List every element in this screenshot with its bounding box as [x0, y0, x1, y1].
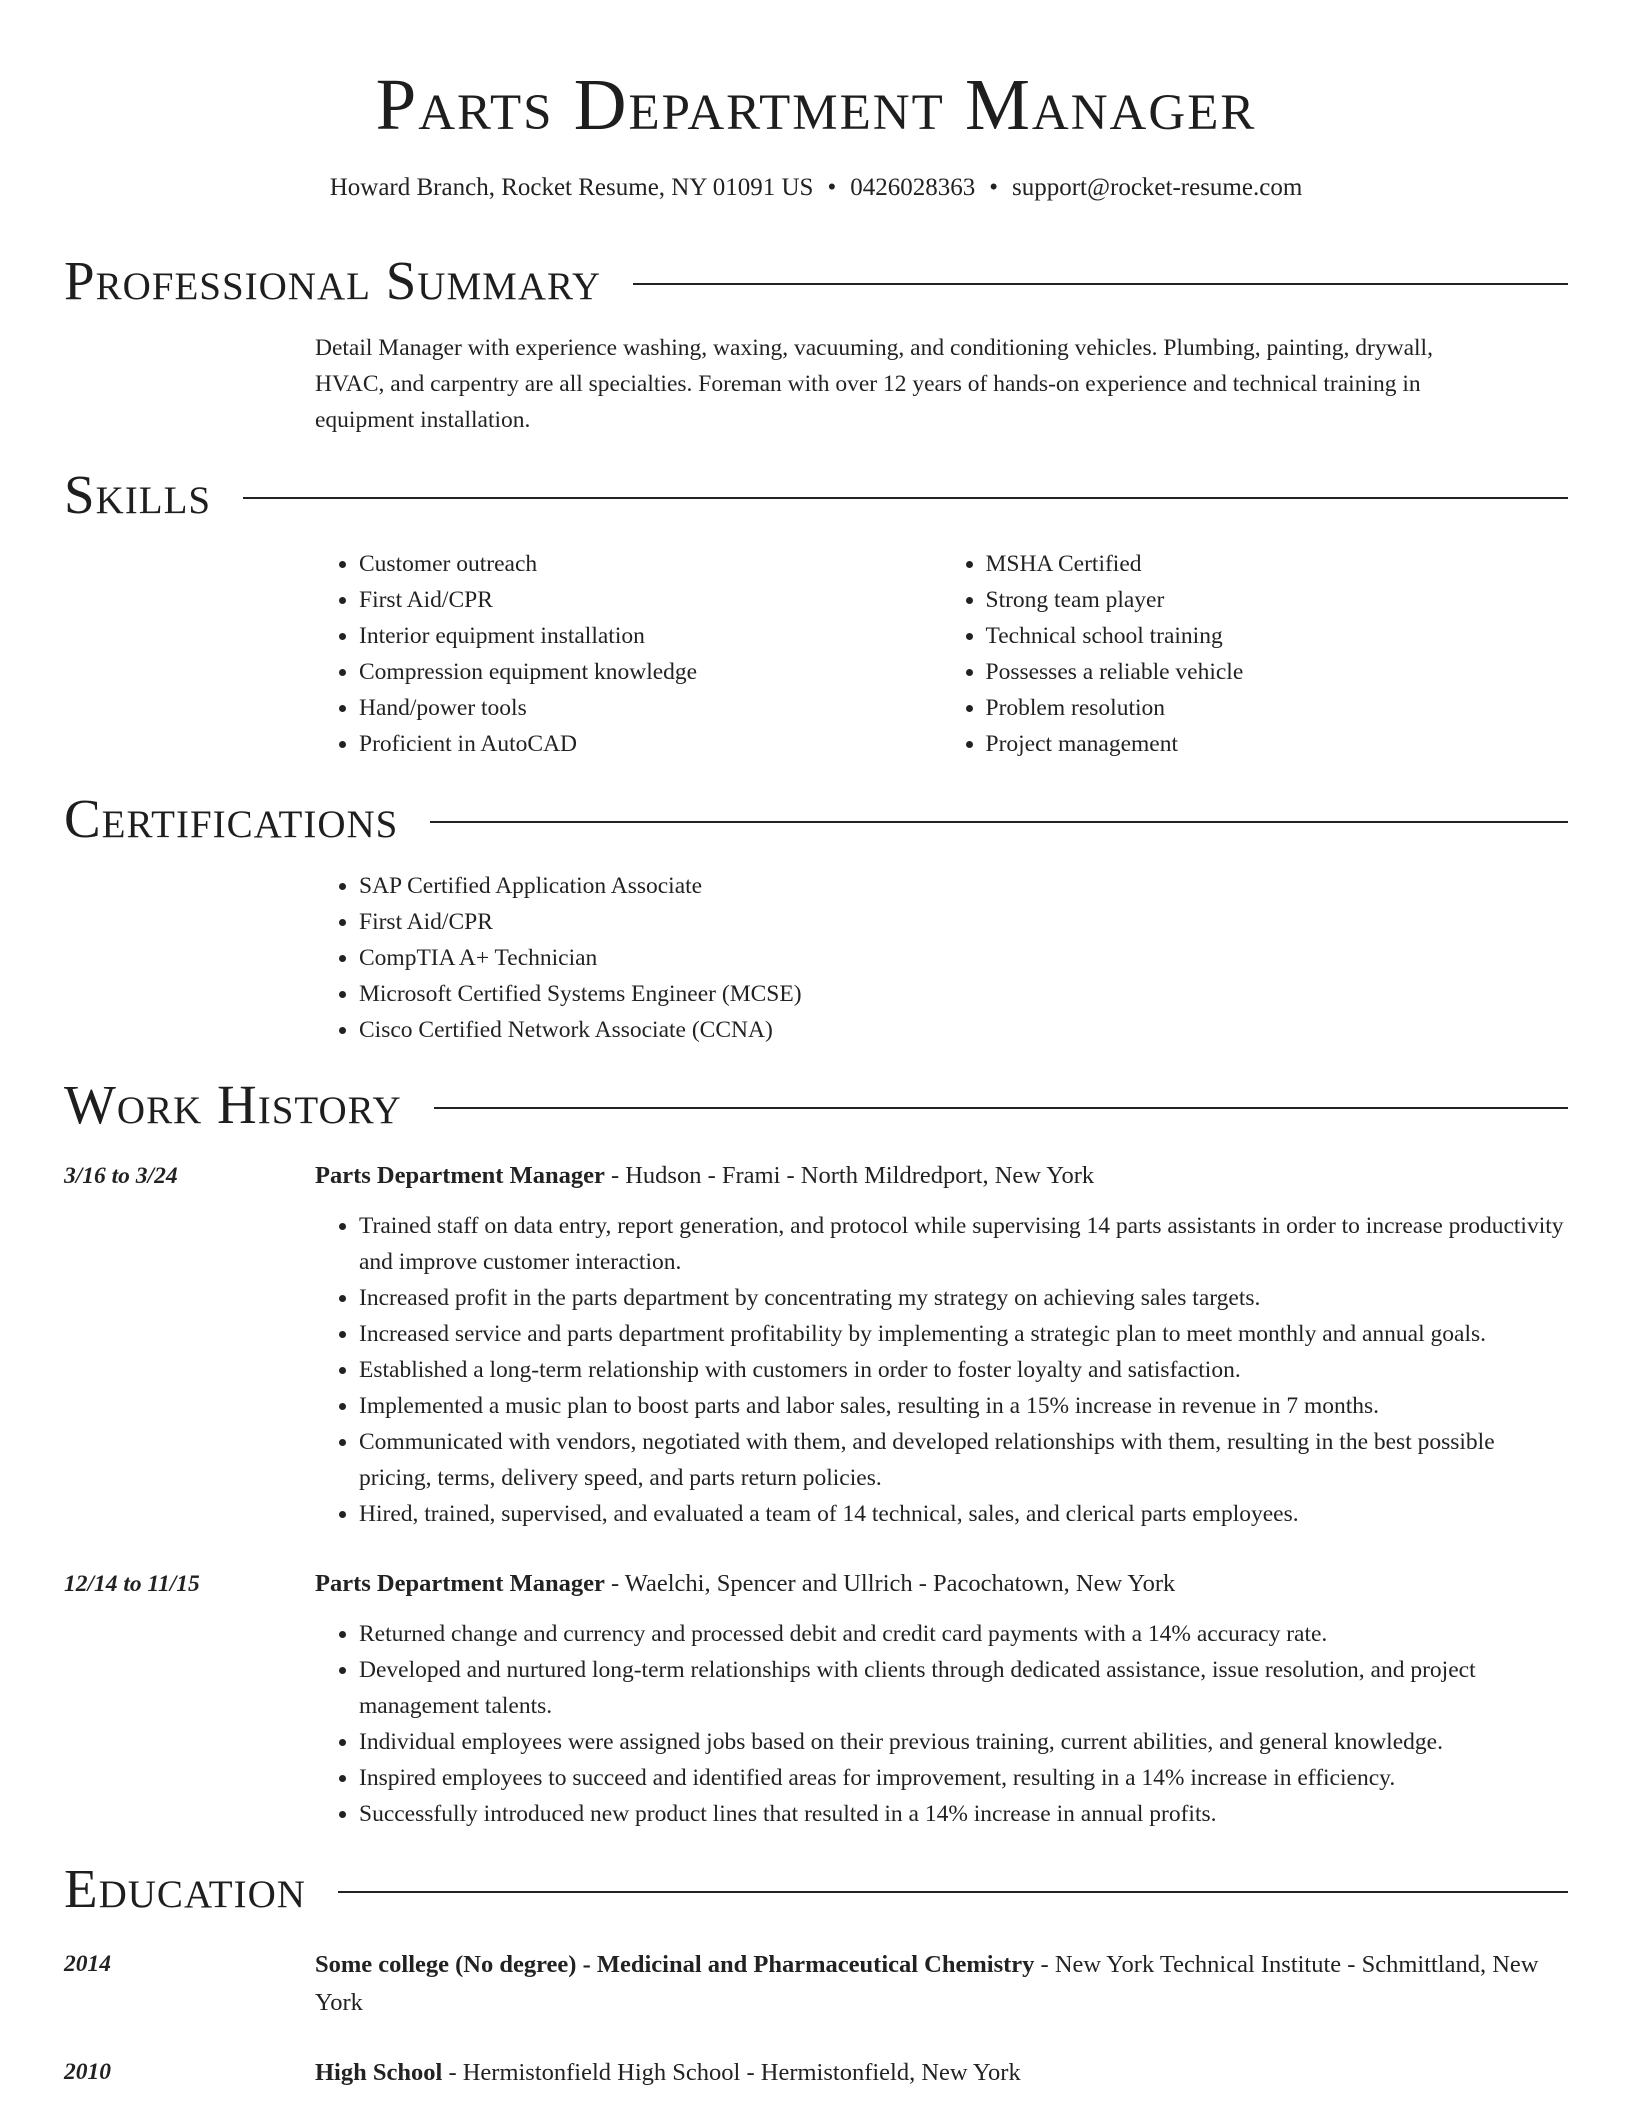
section-divider [338, 1891, 1568, 1893]
job-bullets [315, 1616, 1568, 1832]
skills-column-left [315, 546, 942, 762]
skill-item: • MSHA Certified [986, 546, 1569, 582]
job-bullet: • Developed and nurtured long-term relationships with clients through dedicated assistance, issue resolution, and project management talents. [359, 1652, 1568, 1724]
skill-item: • First Aid/CPR [359, 582, 942, 618]
certification-item: • CompTIA A+ Technician [359, 940, 1568, 976]
section-header-skills [64, 462, 1568, 528]
job-bullet: • Increased service and parts department profitability by implementing a strategic plan to meet monthly and annual goals. [359, 1316, 1568, 1352]
job-bullet: • Individual employees were assigned jobs based on their previous training, current abilities, and general knowledge. [359, 1724, 1568, 1760]
job-heading [315, 1566, 1568, 1602]
skill-item: • Problem resolution [986, 690, 1569, 726]
education-entry [64, 1946, 1568, 2022]
skills-column-right [942, 546, 1569, 762]
skill-item: • Compression equipment knowledge [359, 654, 942, 690]
contact-line [64, 172, 1568, 204]
job-dates: 3/16 to 3/24 [64, 1163, 178, 1189]
contact-address: Howard Branch, Rocket Resume, NY 01091 US [329, 174, 814, 201]
job-bullets [315, 1208, 1568, 1532]
education-details: - New York Technical Institute - Schmittland, New York [315, 1951, 1539, 2016]
job-dates: 12/14 to 11/15 [64, 1571, 200, 1597]
contact-phone: 0426028363 [850, 174, 976, 201]
section-heading: Work History [64, 1074, 402, 1135]
education-entry [64, 2054, 1568, 2092]
job-bullet: • Inspired employees to succeed and identified areas for improvement, resulting in a 14% increase in efficiency. [359, 1760, 1568, 1796]
skills-list [315, 546, 1568, 762]
job-details: - Hudson - Frami - North Mildredport, New York [604, 1162, 1095, 1189]
education-degree: High School [315, 2059, 443, 2086]
job-bullet: • Increased profit in the parts department by concentrating my strategy on achieving sales targets. [359, 1280, 1568, 1316]
skill-item: • Interior equipment installation [359, 618, 942, 654]
job-bullet: • Established a long-term relationship with customers in order to foster loyalty and satisfaction. [359, 1352, 1568, 1388]
certification-item: • Cisco Certified Network Associate (CCNA) [359, 1012, 1568, 1048]
job-bullet: • Implemented a music plan to boost parts and labor sales, resulting in a 15% increase in revenue in 7 months. [359, 1388, 1568, 1424]
job-bullet: • Communicated with vendors, negotiated with them, and developed relationships with them, resulting in the best possible pricing, terms, delivery speed, and parts return policies. [359, 1424, 1568, 1496]
job-title: Parts Department Manager [315, 1570, 605, 1597]
skill-item: • Strong team player [986, 582, 1569, 618]
resume-page [64, 0, 1568, 2092]
job-bullet: • Hired, trained, supervised, and evaluated a team of 14 technical, sales, and clerical parts employees. [359, 1496, 1568, 1532]
section-header-work-history [64, 1072, 1568, 1138]
contact-separator: • [827, 174, 837, 201]
education-content [315, 1946, 1568, 2022]
section-divider [633, 283, 1568, 285]
section-header-education [64, 1856, 1568, 1922]
section-divider [430, 821, 1568, 823]
summary-text: Detail Manager with experience washing, waxing, vacuuming, and conditioning vehicles. Plumbing, painting, drywall, HVAC, and carpentry are all specialties. Foreman with over 12 years of hands-on experience and technical training in equipment installation. [315, 335, 1433, 433]
certification-item: • Microsoft Certified Systems Engineer (MCSE) [359, 976, 1568, 1012]
certification-item: • SAP Certified Application Associate [359, 868, 1568, 904]
job-bullet: • Returned change and currency and processed debit and credit card payments with a 14% accuracy rate. [359, 1616, 1568, 1652]
education-content [315, 2054, 1568, 2092]
skill-item: • Hand/power tools [359, 690, 942, 726]
job-entry [64, 1158, 1568, 1532]
education-year: 2010 [64, 2059, 111, 2085]
section-divider [243, 497, 1568, 499]
job-content [315, 1158, 1568, 1532]
section-heading: Skills [64, 464, 212, 525]
section-heading: Education [64, 1858, 306, 1919]
section-divider [434, 1107, 1568, 1109]
skill-item: • Possesses a reliable vehicle [986, 654, 1569, 690]
education-details: - Hermistonfield High School - Hermistonfield, New York [442, 2059, 1021, 2086]
contact-separator: • [989, 174, 998, 201]
education-year: 2014 [64, 1951, 111, 1977]
job-bullet: • Trained staff on data entry, report generation, and protocol while supervising 14 parts assistants in order to increase productivity and improve customer interaction. [359, 1208, 1568, 1280]
contact-email[interactable]: support@rocket-resume.com [1011, 174, 1303, 201]
skill-item: • Customer outreach [359, 546, 942, 582]
job-bullet: • Successfully introduced new product lines that resulted in a 14% increase in annual profits. [359, 1796, 1568, 1832]
section-header-summary [64, 248, 1568, 314]
skill-item: • Proficient in AutoCAD [359, 726, 942, 762]
skill-item: • Technical school training [986, 618, 1569, 654]
job-heading [315, 1158, 1568, 1194]
job-details: - Waelchi, Spencer and Ullrich - Pacochatown, New York [604, 1570, 1176, 1597]
job-entry [64, 1566, 1568, 1832]
certifications-list [315, 868, 1568, 1048]
section-header-certifications [64, 786, 1568, 852]
section-heading: Professional Summary [64, 250, 602, 311]
skill-item: • Project management [986, 726, 1569, 762]
section-heading: Certifications [64, 788, 399, 849]
page-title: Parts Department Manager [375, 64, 1257, 145]
education-degree: Some college (No degree) - Medicinal and Pharmaceutical Chemistry [315, 1951, 1035, 1978]
job-content [315, 1566, 1568, 1832]
certification-item: • First Aid/CPR [359, 904, 1568, 940]
job-title: Parts Department Manager [315, 1162, 605, 1189]
